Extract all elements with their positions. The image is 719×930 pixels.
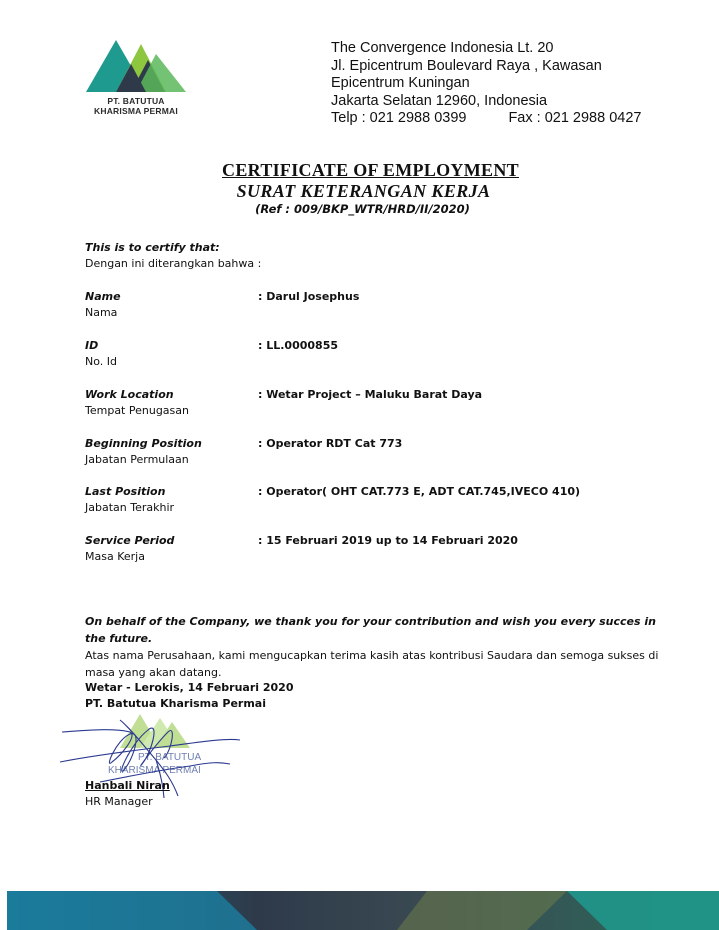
logo-name-line2: KHARISMA PERMAI [94, 106, 178, 116]
label-id: Jabatan Terakhir [85, 501, 175, 514]
field-label-name [85, 289, 121, 321]
intro-english: This is to certify that: [85, 241, 220, 254]
signing-company: PT. Batutua Kharisma Permai [85, 697, 266, 710]
address-line: The Convergence Indonesia Lt. 20 [331, 40, 554, 56]
label-en: Last Position [85, 485, 166, 498]
label-id: No. Id [85, 355, 117, 368]
signer [85, 778, 170, 810]
closing-indonesian: Atas nama Perusahaan, kami mengucapkan terima kasih atas kontribusi Saudara dan semoga sukses di masa yang akan datang. [85, 649, 659, 679]
field-value-work-location: : Wetar Project – Maluku Barat Daya [258, 388, 483, 401]
signature-block [85, 680, 293, 712]
field-value-id: : LL.0000855 [258, 339, 339, 352]
signer-name: Hanbali Niran [85, 779, 170, 792]
field-value-last-position: : Operator( OHT CAT.773 E, ADT CAT.745,IVECO 410) [258, 485, 581, 498]
stamp-text-line2: KHARISMA PERMAI [108, 765, 201, 776]
title-indonesian: SURAT KETERANGAN KERJA [236, 181, 491, 201]
intro-indonesian: Dengan ini diterangkan bahwa : [85, 257, 262, 270]
label-en: Name [85, 290, 121, 303]
label-en: Work Location [85, 388, 174, 401]
contact-line [331, 110, 641, 128]
label-id: Nama [85, 306, 118, 319]
address-line: Epicentrum Kuningan [331, 75, 470, 91]
field-value-name: : Darul Josephus [258, 290, 360, 303]
company-address [331, 40, 641, 128]
fax-number: Fax : 021 2988 0427 [508, 110, 642, 126]
certificate-title [0, 160, 719, 217]
phone-number: Telp : 021 2988 0399 [331, 110, 467, 126]
mountain-logo-icon [86, 36, 186, 94]
label-id: Masa Kerja [85, 550, 145, 563]
address-line: Jl. Epicentrum Boulevard Raya , Kawasan [331, 57, 602, 74]
title-english: CERTIFICATE OF EMPLOYMENT [222, 160, 519, 180]
stamp-text-line1: PT. BATUTUA [138, 752, 202, 763]
closing-english: On behalf of the Company, we thank you for your contribution and wish you every succes in the future. [85, 615, 656, 645]
field-label-beginning-position [85, 436, 202, 468]
place-date: Wetar - Lerokis, 14 Februari 2020 [85, 681, 294, 694]
company-logo [80, 36, 192, 116]
field-label-last-position [85, 484, 174, 516]
field-value-beginning-position: : Operator RDT Cat 773 [258, 437, 403, 450]
address-line: Jakarta Selatan 12960, Indonesia [331, 92, 548, 109]
closing-statement [85, 613, 660, 681]
field-label-service-period [85, 533, 174, 565]
logo-name-line1: PT. BATUTUA [107, 96, 165, 106]
field-label-work-location [85, 387, 189, 419]
signer-title: HR Manager [85, 795, 153, 808]
label-en: Service Period [85, 534, 175, 547]
label-id: Jabatan Permulaan [85, 453, 189, 466]
field-value-service-period: : 15 Februari 2019 up to 14 Februari 2020 [258, 534, 518, 547]
footer-decorative-band [7, 891, 719, 930]
field-label-id [85, 338, 117, 370]
reference-number: (Ref : 009/BKP_WTR/HRD/II/2020) [255, 202, 470, 216]
label-en: ID [85, 339, 99, 352]
label-id: Tempat Penugasan [85, 404, 189, 417]
intro [85, 240, 261, 272]
label-en: Beginning Position [85, 437, 202, 450]
